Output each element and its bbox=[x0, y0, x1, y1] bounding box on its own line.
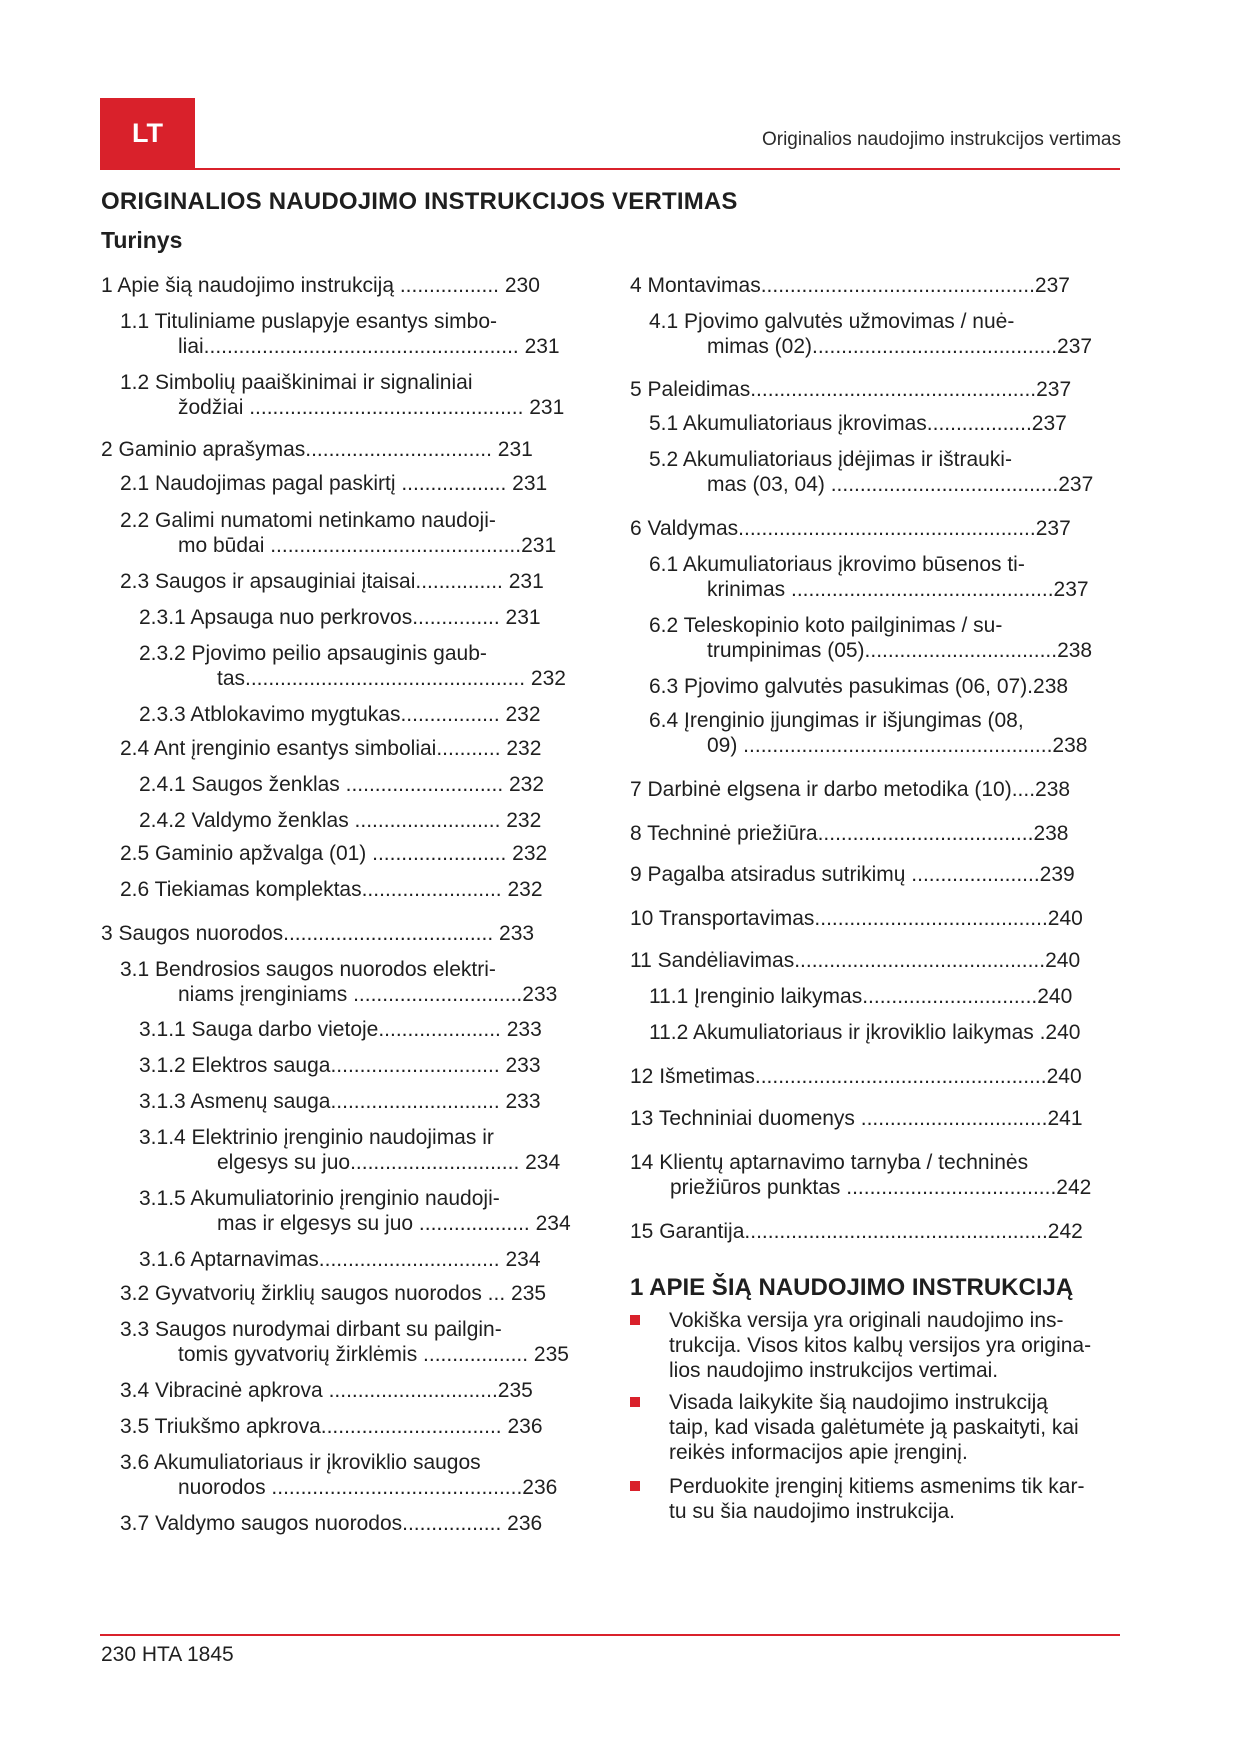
toc-entry[interactable]: 10 Transportavimas........................................240 bbox=[630, 907, 1083, 930]
page-footer: 230 HTA 1845 bbox=[101, 1643, 234, 1666]
toc-entry[interactable]: 2.3.3 Atblokavimo mygtukas................. 232 bbox=[139, 703, 541, 726]
toc-entry[interactable]: 12 Išmetimas..................................................240 bbox=[630, 1065, 1082, 1088]
document-title: ORIGINALIOS NAUDOJIMO INSTRUKCIJOS VERTIMAS bbox=[101, 188, 738, 215]
running-title: Originalios naudojimo instrukcijos vertimas bbox=[761, 129, 1121, 150]
toc-entry[interactable]: 14 Klientų aptarnavimo tarnyba / techninės priežiūros punktas ....................................242 bbox=[630, 1151, 1092, 1199]
language-code: LT bbox=[132, 117, 163, 148]
toc-entry[interactable]: 5.2 Akumuliatoriaus įdėjimas ir ištrauki- mas (03, 04) .......................................237 bbox=[649, 448, 1094, 496]
toc-entry[interactable]: 3 Saugos nuorodos.................................... 233 bbox=[101, 922, 535, 945]
toc-entry[interactable]: 11.2 Akumuliatoriaus ir įkroviklio laikymas .240 bbox=[649, 1021, 1081, 1044]
toc-entry[interactable]: 3.1.5 Akumuliatorinio įrenginio naudoji- mas ir elgesys su juo ................... 234 bbox=[139, 1187, 571, 1235]
toc-heading: Turinys bbox=[101, 227, 183, 253]
toc-entry[interactable]: 7 Darbinė elgsena ir darbo metodika (10)....238 bbox=[630, 778, 1071, 801]
toc-entry[interactable]: 1.1 Tituliniame puslapyje esantys simbo- liai...................................................... 231 bbox=[120, 310, 560, 358]
toc-entry[interactable]: 6.1 Akumuliatoriaus įkrovimo būsenos ti- krinimas .............................................237 bbox=[649, 553, 1089, 601]
red-square-bullet-icon bbox=[630, 1397, 640, 1407]
toc-entry[interactable]: 3.4 Vibracinė apkrova .............................235 bbox=[120, 1379, 533, 1402]
toc-entry[interactable]: 15 Garantija....................................................242 bbox=[630, 1220, 1083, 1243]
toc-entry[interactable]: 3.5 Triukšmo apkrova............................... 236 bbox=[120, 1415, 543, 1438]
toc-entry[interactable]: 3.1.1 Sauga darbo vietoje..................... 233 bbox=[139, 1018, 542, 1041]
toc-entry[interactable]: 3.6 Akumuliatoriaus ir įkroviklio saugos nuorodos ...........................................236 bbox=[120, 1451, 558, 1499]
toc-entry[interactable]: 6.2 Teleskopinio koto pailginimas / su- trumpinimas (05).................................238 bbox=[649, 614, 1093, 662]
footer-divider bbox=[100, 1634, 1120, 1636]
toc-entry[interactable]: 4 Montavimas...............................................237 bbox=[630, 274, 1070, 297]
toc-entry[interactable]: 3.3 Saugos nurodymai dirbant su pailgin- tomis gyvatvorių žirklėmis .................. 235 bbox=[120, 1318, 569, 1366]
toc-entry[interactable]: 11 Sandėliavimas...........................................240 bbox=[630, 949, 1081, 972]
section-heading: 1 APIE ŠIĄ NAUDOJIMO INSTRUKCIJĄ bbox=[630, 1274, 1074, 1301]
toc-entry[interactable]: 3.1.6 Aptarnavimas............................... 234 bbox=[139, 1248, 541, 1271]
toc-entry[interactable]: 3.1.4 Elektrinio įrenginio naudojimas ir elgesys su juo............................. 234 bbox=[139, 1126, 561, 1174]
toc-entry[interactable]: 2.3.1 Apsauga nuo perkrovos............... 231 bbox=[139, 606, 541, 629]
toc-entry[interactable]: 4.1 Pjovimo galvutės užmovimas / nuė- mimas (02)..........................................237 bbox=[649, 310, 1093, 358]
toc-entry[interactable]: 3.7 Valdymo saugos nuorodos................. 236 bbox=[120, 1512, 543, 1535]
toc-entry[interactable]: 2.3.2 Pjovimo peilio apsauginis gaub- tas................................................ 232 bbox=[139, 642, 566, 690]
toc-entry[interactable]: 9 Pagalba atsiradus sutrikimų ......................239 bbox=[630, 863, 1075, 886]
bullet-item: Visada laikykite šią naudojimo instrukciją taip, kad visada galėtumėte ją paskaityti, kai reikės informacijos apie įrenginį. bbox=[669, 1390, 1079, 1465]
toc-entry[interactable]: 2.1 Naudojimas pagal paskirtį .................. 231 bbox=[120, 472, 548, 495]
toc-entry[interactable]: 2.4.1 Saugos ženklas ........................... 232 bbox=[139, 773, 545, 796]
toc-entry[interactable]: 6.4 Įrenginio įjungimas ir išjungimas (08, 09) .....................................................238 bbox=[649, 709, 1088, 757]
bullet-item: Vokiška versija yra originali naudojimo ins- trukcija. Visos kitos kalbų versijos yra origina- lios naudojimo instrukcijos vertimai. bbox=[669, 1308, 1091, 1383]
toc-entry[interactable]: 2.6 Tiekiamas komplektas........................ 232 bbox=[120, 878, 543, 901]
toc-entry[interactable]: 3.1.2 Elektros sauga............................. 233 bbox=[139, 1054, 541, 1077]
toc-entry[interactable]: 2.5 Gaminio apžvalga (01) ....................... 232 bbox=[120, 842, 548, 865]
red-square-bullet-icon bbox=[630, 1315, 640, 1325]
toc-entry[interactable]: 3.1 Bendrosios saugos nuorodos elektri- niams įrenginiams .............................233 bbox=[120, 958, 558, 1006]
toc-entry[interactable]: 2 Gaminio aprašymas................................ 231 bbox=[101, 438, 533, 461]
toc-entry[interactable]: 6.3 Pjovimo galvutės pasukimas (06, 07).238 bbox=[649, 675, 1069, 698]
toc-entry[interactable]: 2.3 Saugos ir apsauginiai įtaisai............... 231 bbox=[120, 570, 544, 593]
toc-entry[interactable]: 13 Techniniai duomenys ................................241 bbox=[630, 1107, 1083, 1130]
bullet-item: Perduokite įrenginį kitiems asmenims tik kar- tu su šia naudojimo instrukcija. bbox=[669, 1474, 1084, 1524]
red-square-bullet-icon bbox=[630, 1481, 640, 1491]
toc-entry[interactable]: 6 Valdymas...................................................237 bbox=[630, 517, 1071, 540]
toc-entry[interactable]: 2.4 Ant įrenginio esantys simboliai........... 232 bbox=[120, 737, 542, 760]
toc-entry[interactable]: 2.2 Galimi numatomi netinkamo naudoji- mo būdai ...........................................231 bbox=[120, 509, 557, 557]
toc-entry[interactable]: 1 Apie šią naudojimo instrukciją ................. 230 bbox=[101, 274, 540, 297]
toc-entry[interactable]: 3.2 Gyvatvorių žirklių saugos nuorodos ... 235 bbox=[120, 1282, 547, 1305]
toc-entry[interactable]: 2.4.2 Valdymo ženklas ......................... 232 bbox=[139, 809, 542, 832]
toc-entry[interactable]: 5 Paleidimas.................................................237 bbox=[630, 378, 1072, 401]
language-tab bbox=[100, 98, 195, 168]
toc-entry[interactable]: 1.2 Simbolių paaiškinimai ir signaliniai žodžiai ............................................... 231 bbox=[120, 371, 565, 419]
toc-entry[interactable]: 3.1.3 Asmenų sauga............................. 233 bbox=[139, 1090, 541, 1113]
header-divider bbox=[100, 168, 1120, 170]
toc-entry[interactable]: 5.1 Akumuliatoriaus įkrovimas..................237 bbox=[649, 412, 1067, 435]
toc-entry[interactable]: 8 Techninė priežiūra.....................................238 bbox=[630, 822, 1069, 845]
toc-entry[interactable]: 11.1 Įrenginio laikymas..............................240 bbox=[649, 985, 1073, 1008]
